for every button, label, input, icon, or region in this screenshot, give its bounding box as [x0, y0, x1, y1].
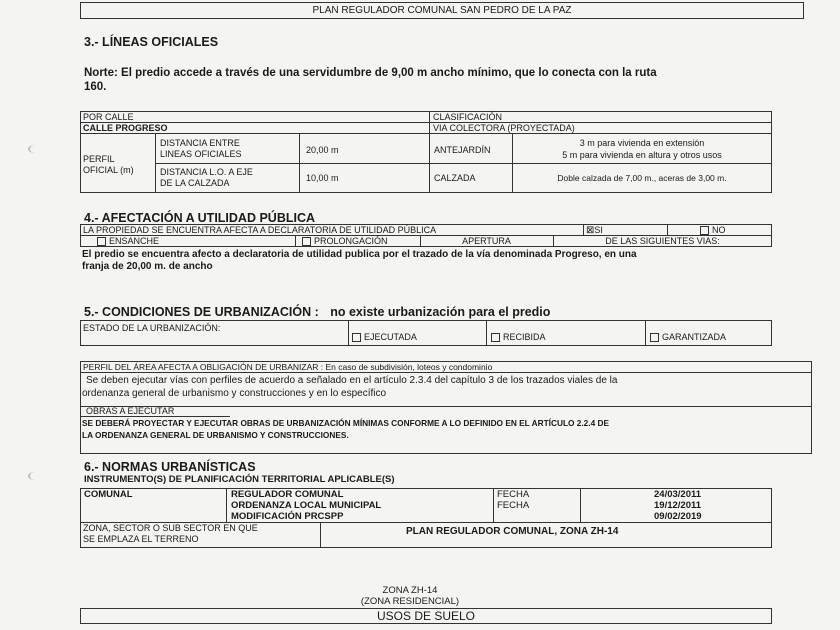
prolongacion-label: PROLONGACIÓN — [314, 236, 388, 246]
garantizada-option[interactable] — [650, 332, 726, 342]
zona-subtitle: (ZONA RESIDENCIAL) — [360, 596, 460, 607]
zona-title: ZONA ZH-14 — [382, 585, 438, 596]
table-rule — [80, 416, 230, 417]
checkbox-icon[interactable] — [352, 333, 361, 342]
table-rule — [155, 163, 772, 164]
antejardin-value: 5 m para vivienda en altura y otros usos — [562, 150, 722, 160]
table-rule — [645, 320, 646, 346]
ensanche-label: ENSANCHE — [109, 236, 160, 246]
recibida-label: RECIBIDA — [503, 332, 546, 342]
table-rule — [580, 488, 581, 522]
perfil-area-value: En caso de subdivisión, loteos y condominio — [325, 362, 493, 372]
section-5-title: 5.- CONDICIONES DE URBANIZACIÓN : — [84, 305, 319, 319]
checkbox-icon[interactable] — [700, 226, 709, 235]
section-6-subheading: INSTRUMENTO(S) DE PLANIFICACIÓN TERRITORIAL APLICABLE(S) — [84, 474, 395, 485]
dist-lineas-value: 20,00 m — [306, 145, 339, 155]
table-rule — [320, 522, 321, 548]
si-option[interactable] — [586, 225, 603, 235]
table-rule — [80, 406, 812, 407]
section-4-note-line2: franja de 20,00 m. de ancho — [82, 261, 213, 272]
utilidad-publica-label: LA PROPIEDAD SE ENCUENTRA AFECTA A DECLARATORIA DE UTILIDAD PÚBLICA — [83, 225, 437, 235]
table-rule — [80, 133, 772, 134]
zona-label: SE EMPLAZA EL TERRENO — [83, 534, 199, 544]
dist-eje-value: 10,00 m — [306, 173, 339, 183]
table-rule — [295, 235, 296, 247]
dist-eje-label: DISTANCIA L.O. A EJE — [160, 167, 253, 177]
estado-urbanizacion-label: ESTADO DE LA URBANIZACIÓN: — [83, 323, 221, 333]
no-label: NO — [712, 225, 726, 235]
section-6-heading: 6.- NORMAS URBANÍSTICAS — [84, 460, 256, 474]
siguientes-vias-label: DE LAS SIGUIENTES VIAS: — [605, 236, 720, 246]
table-rule — [667, 224, 668, 235]
checkbox-icon[interactable] — [97, 237, 106, 246]
section-3-note-line1: Norte: El predio accede a través de una servidumbre de 9,00 m ancho mínimo, que lo conecta con la ruta — [84, 67, 657, 79]
section-3-heading: 3.- LÍNEAS OFICIALES — [84, 35, 219, 49]
table-rule — [348, 320, 349, 346]
por-calle-value: CALLE PROGRESO — [83, 123, 168, 133]
antejardin-value: 3 m para vivienda en extensión — [579, 138, 705, 148]
perfil-label: OFICIAL (m) — [83, 165, 134, 175]
usos-suelo-title: USOS DE SUELO — [376, 609, 476, 623]
dist-eje-label: DE LA CALZADA — [160, 178, 230, 188]
fecha-label-1: FECHA — [497, 489, 530, 500]
table-rule — [583, 224, 584, 235]
fecha-value-3: 09/02/2019 — [654, 511, 702, 522]
section-4-heading: 4.- AFECTACIÓN A UTILIDAD PÚBLICA — [84, 211, 316, 225]
calzada-label: CALZADA — [434, 173, 476, 183]
table-rule — [493, 488, 494, 522]
zona-label: ZONA, SECTOR O SUB SECTOR EN QUE — [83, 523, 258, 533]
clasificacion-label: CLASIFICACIÓN — [433, 112, 503, 122]
fecha-value-2: 19/12/2011 — [654, 500, 702, 511]
clasificacion-value: VIA COLECTORA (PROYECTADA) — [433, 123, 575, 133]
punch-hole-mark — [28, 472, 42, 480]
fecha-label-2: FECHA — [497, 500, 530, 511]
antejardin-label: ANTEJARDÍN — [434, 145, 491, 155]
obras-text-line2: LA ORDENANZA GENERAL DE URBANISMO Y CONSTRUCCIONES. — [82, 430, 349, 440]
instrumento-2: ORDENANZA LOCAL MUNICIPAL — [231, 500, 382, 511]
table-rule — [80, 122, 772, 123]
perfil-area-label — [83, 362, 492, 372]
recibida-option[interactable] — [491, 332, 546, 342]
si-label: SI — [594, 225, 603, 235]
section-4-note-line1: El predio se encuentra afecto a declaratoria de utilidad publica por el trazado de la vía denominada Progreso, en una — [82, 249, 637, 260]
section-5-heading — [84, 305, 550, 319]
obras-label: OBRAS A EJECUTAR — [86, 406, 175, 416]
checked-box-icon[interactable]: ⊠ — [586, 225, 595, 236]
table-rule — [486, 320, 487, 346]
perfil-text-line2: ordenanza general de urbanismo y construcciones y en lo específico — [82, 388, 387, 399]
por-calle-label: POR CALLE — [83, 112, 134, 122]
no-option[interactable] — [700, 225, 726, 235]
instrumento-3: MODIFICACIÓN PRCSPP — [231, 511, 344, 522]
instrumento-1: REGULADOR COMUNAL — [231, 489, 344, 500]
perfil-label: PERFIL — [83, 154, 115, 164]
perfil-text-line1: Se deben ejecutar vías con perfiles de acuerdo a señalado en el artículo 2.3.4 del capítulo 3 de los trazados viales de la — [86, 375, 618, 386]
ejecutada-option[interactable] — [352, 332, 417, 342]
table-rule — [155, 133, 156, 193]
punch-hole-mark — [28, 145, 42, 153]
zona-value: PLAN REGULADOR COMUNAL, ZONA ZH-14 — [406, 526, 619, 537]
checkbox-icon[interactable] — [491, 333, 500, 342]
fecha-value-1: 24/03/2011 — [654, 489, 702, 500]
comunal-label: COMUNAL — [84, 489, 133, 500]
table-rule — [299, 133, 300, 193]
checkbox-icon[interactable] — [302, 237, 311, 246]
ejecutada-label: EJECUTADA — [364, 332, 417, 342]
table-rule — [226, 488, 227, 522]
obras-text-line1: SE DEBERÁ PROYECTAR Y EJECUTAR OBRAS DE URBANIZACIÓN MÍNIMAS CONFORME A LO DEFINIDO EN EL ARTÍCULO 2.2.4 DE — [82, 418, 610, 428]
calzada-value: Doble calzada de 7,00 m., aceras de 3,00 m. — [557, 173, 727, 183]
checkbox-icon[interactable] — [650, 333, 659, 342]
section-3-note-line2: 160. — [84, 81, 107, 93]
apertura-label: APERTURA — [462, 236, 511, 246]
ensanche-option[interactable] — [97, 236, 159, 246]
garantizada-label: GARANTIZADA — [662, 332, 727, 342]
perfil-area-title: PERFIL DEL ÁREA AFECTA A OBLIGACIÓN DE URBANIZAR : — [83, 362, 324, 372]
dist-lineas-label: DISTANCIA ENTRE — [160, 138, 240, 148]
section-5-note: no existe urbanización para el predio — [330, 305, 551, 319]
page-title: PLAN REGULADOR COMUNAL SAN PEDRO DE LA PAZ — [312, 5, 572, 16]
dist-lineas-label: LINEAS OFICIALES — [160, 149, 242, 159]
table-rule — [429, 111, 430, 193]
table-rule — [80, 372, 812, 373]
prolongacion-option[interactable] — [302, 236, 388, 246]
